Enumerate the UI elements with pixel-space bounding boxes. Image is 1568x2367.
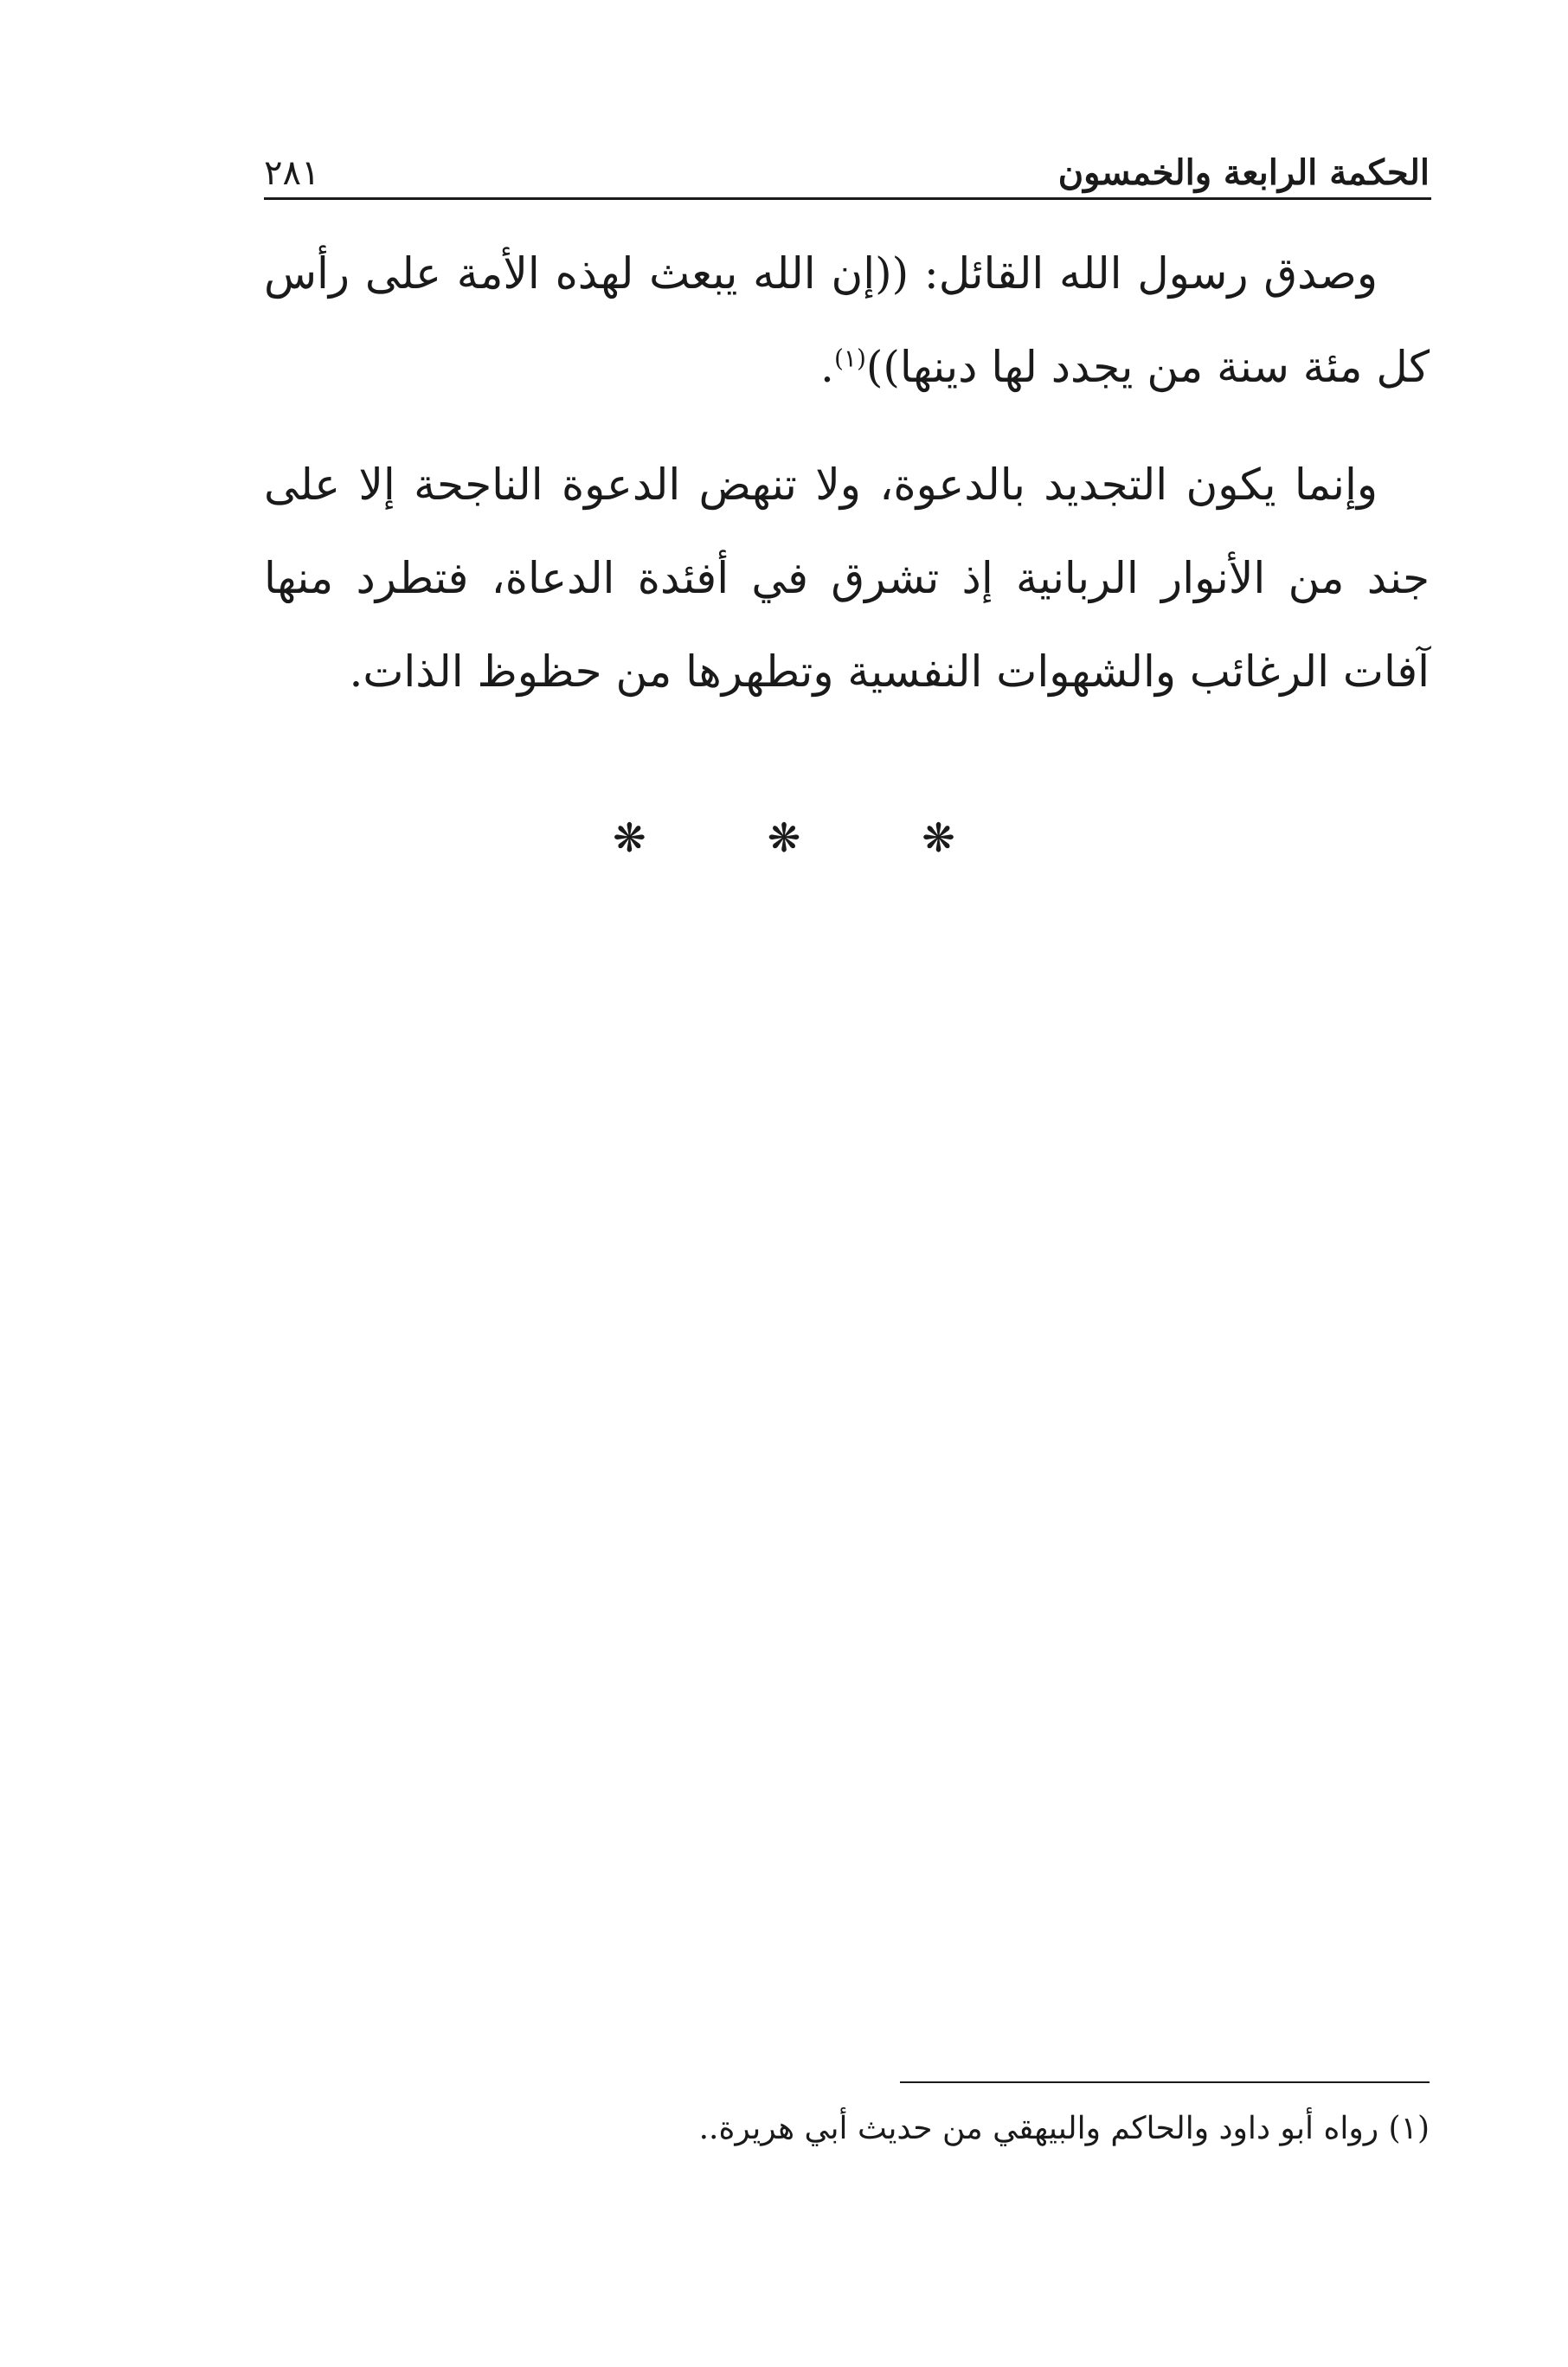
- header-rule: [264, 197, 1431, 200]
- paragraph-1: [264, 227, 1430, 414]
- paragraph-1-tail: .: [820, 342, 834, 392]
- asterisk-icon: ❋: [767, 814, 801, 861]
- asterisk-icon: ❋: [613, 814, 646, 861]
- page-header: [264, 130, 1430, 193]
- footnote-reference: (١): [833, 344, 866, 373]
- body-text: [264, 227, 1430, 718]
- section-separator: [0, 814, 1568, 861]
- paragraph-1-text: وصدق رسول الله القائل: ((إن الله يبعث لهذه الأمة على رأس كل مئة سنة من يجدد لها دينها)): [264, 248, 1430, 392]
- footnote-rule: [900, 2081, 1430, 2083]
- chapter-title: الحكمة الرابعة والخمسون: [1057, 152, 1430, 193]
- paragraph-2: وإنما يكون التجديد بالدعوة، ولا تنهض الدعوة الناجحة إلا على جند من الأنوار الربانية إذ تشرق في أفئدة الدعاة، فتطرد منها آفات الرغائب والشهوات النفسية وتطهرها من حظوظ الذات.: [264, 460, 1430, 697]
- page-number: ٢٨١: [264, 153, 320, 193]
- footnote: (١) رواه أبو داود والحاكم والبيهقي من حديث أبي هريرة..: [698, 2111, 1430, 2146]
- asterisk-icon: ❋: [922, 814, 955, 861]
